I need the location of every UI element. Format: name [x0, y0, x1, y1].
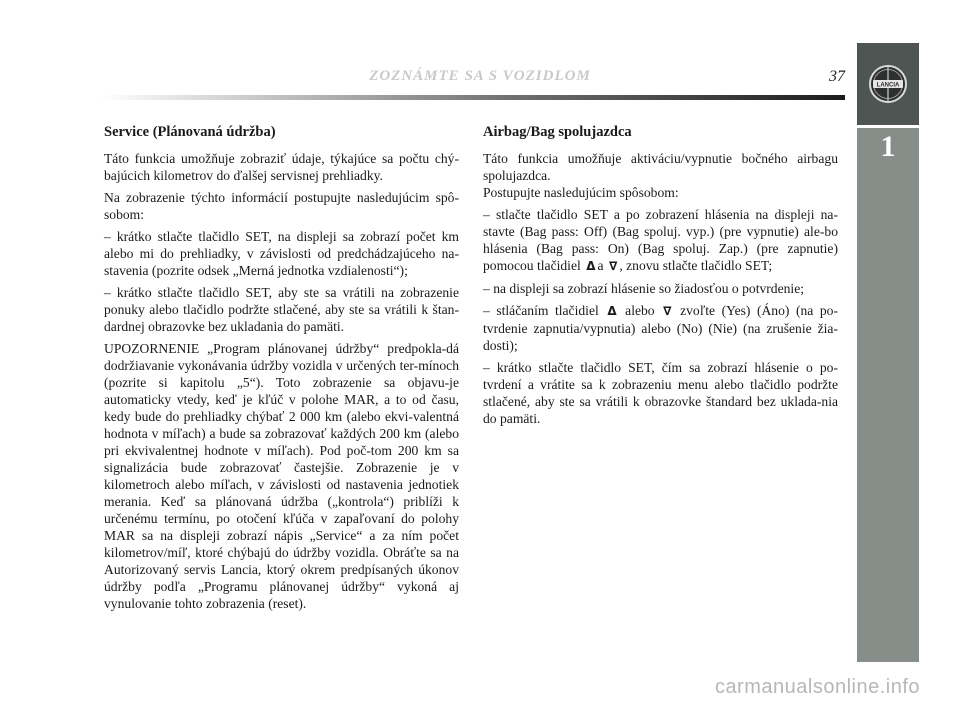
lancia-logo-icon	[868, 64, 908, 104]
left-column	[104, 124, 459, 617]
service-paragraph: – krátko stlačte tlačidlo SET, na displeji sa zobrazí počet km alebo mi do prehliadky, v závislosti od predchádzajúceho na-stavenia (pozrite odsek „Merná jednotka vzdialenosti“);	[104, 229, 459, 278]
page-number: 37	[829, 68, 845, 85]
airbag-step-text: , znovu stlačte tlačidlo SET;	[619, 258, 773, 273]
airbag-step: – na displeji sa zobrazí hlásenie so žiadosťou o potvrdenie;	[483, 281, 805, 296]
service-paragraph: – krátko stlačte tlačidlo SET, aby ste sa vrátili na zobrazenie ponuky alebo tlačidlo podržte stlačené, aby ste sa vrátili k štan-dardnej obrazovke bez ukladania do pamäti.	[104, 285, 459, 334]
airbag-step-text: – stlačte tlačidlo SET a po zobrazení hlásenia na displeji na-stavte (Bag pass: Off) (Bag spoluj. vyp.) (pre vypnutie) ale-bo hlásenia (Bag pass: On) (Bag spoluj. Zap.) (pre zapnutie) pomocou tlačidiel	[483, 207, 838, 273]
airbag-intro: Táto funkcia umožňuje aktiváciu/vypnutie bočného airbagu spolujazdca.	[483, 151, 838, 183]
airbag-step	[483, 206, 838, 275]
airbag-step	[483, 302, 838, 354]
airbag-step-text: – stláčaním tlačidiel	[483, 303, 599, 318]
down-triangle-icon: ∇	[663, 304, 672, 318]
watermark: carmanualsonline.info	[714, 676, 920, 698]
chapter-number: 1	[880, 130, 896, 163]
airbag-step: – krátko stlačte tlačidlo SET, čím sa zobrazí hlásenie o po-tvrdení a vrátite sa k zobrazeniu menu alebo tlačidlo podržte stlačené, aby ste sa vrátili k obrazovke štandard bez uklada-nia do pamäti.	[483, 360, 838, 426]
up-triangle-icon: Δ	[607, 304, 617, 318]
sidebar-divider	[857, 125, 919, 128]
header-rule	[100, 95, 845, 100]
service-heading: Service (Plánovaná údržba)	[104, 124, 276, 140]
airbag-step-text: a	[597, 258, 604, 273]
svg-text:LANCIA: LANCIA	[876, 82, 900, 89]
up-triangle-icon: Δ	[586, 259, 596, 273]
service-paragraph: Táto funkcia umožňuje zobraziť údaje, týkajúce sa počtu chý-bajúcich kilometrov do ďalšej servisnej prehliadky.	[104, 151, 459, 183]
right-column	[483, 124, 838, 432]
airbag-step-text: zvoľte (Yes) (Áno) (na po-tvrdenie zapnutia/vypnutia) alebo (No) (Nie) (na zrušenie žia-dosti);	[483, 303, 838, 353]
service-paragraph: Na zobrazenie týchto informácií postupujte nasledujúcim spô-sobom:	[104, 190, 459, 222]
header-title: ZOZNÁMTE SA S VOZIDLOM	[369, 68, 591, 84]
service-warning: UPOZORNENIE „Program plánovanej údržby“ predpokla-dá dodržiavanie vykonávania údržby vozidla v určených ter-mínoch (pozrite si kapitolu „5“). Toto zobrazenie sa objavu-je automaticky vtedy, keď je kľúč v polohe MAR, a to od času, kedy bude do prehliadky chýbať 2 000 km (alebo ekvi-valentná hodnota v míľach) a bude sa zobrazovať každých 200 km (alebo pri ekvivalentnej hodnote v míľach). Pod poč-tom 200 km sa signalizácia bude zobrazovať častejšie. Zobrazenie je v kilometroch alebo míľach, v závislosti od nastavenia jednotiek merania. Keď sa plánovaná údržba („kontrola“) priblíži k určenému termínu, po otočení kľúča v zapaľovaní do polohy MAR sa na displeji zobrazí nápis „Service“ a za ním počet kilometrov/míľ, ktoré chýbajú do údržby vozidla. Obráťte sa na Autorizovaný servis Lancia, ktorý okrem predpísaných úkonov údržby podľa „Programu plánovanej údržby“ vykoná aj vynulovanie tohto zobrazenia (reset).	[104, 341, 459, 611]
airbag-intro-procedure: Postupujte nasledujúcim spôsobom:	[483, 185, 679, 200]
down-triangle-icon: ∇	[608, 259, 618, 273]
airbag-step-text: alebo	[625, 303, 655, 318]
airbag-heading: Airbag/Bag spolujazdca	[483, 124, 632, 140]
